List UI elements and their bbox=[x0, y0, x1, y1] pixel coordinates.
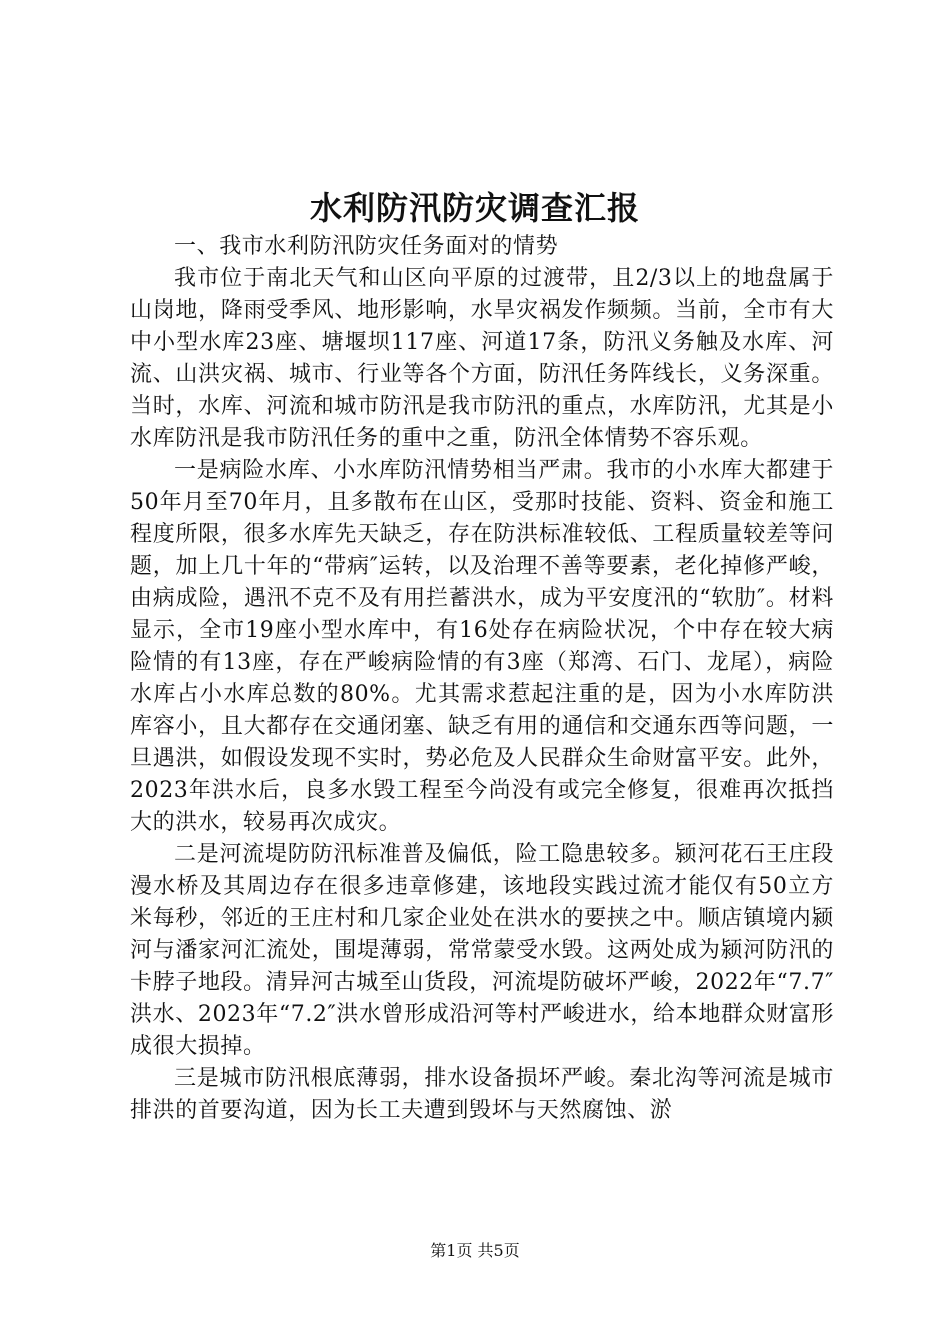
body-paragraph: 二是河流堤防防汛标准普及偏低，险工隐患较多。颍河花石王庄段漫水桥及其周边存在很多违章修建，该地段实践过流才能仅有50立方米每秒，邻近的王庄村和几家企业处在洪水的要挟之中。顺店镇境内颍河与潘家河汇流处，围堤薄弱，常常蒙受水毁。这两处成为颍河防汛的卡脖子地段。清异河古城至山货段，河流堤防破坏严峻，2022年“7.7″洪水、2023年“7.2″洪水曾形成沿河等村严峻进水，给本地群众财富形成很大损掉。 bbox=[130, 842, 834, 1059]
body-paragraph: 一是病险水库、小水库防汛情势相当严肃。我市的小水库大都建于50年月至70年月，且多散布在山区，受那时技能、资料、资金和施工程度所限，很多水库先天缺乏，存在防洪标准较低、工程质量较差等问题，加上几十年的“带病″运转，以及治理不善等要素，老化掉修严峻，由病成险，遇汛不克不及有用拦蓄洪水，成为平安度汛的“软肋″。材料显示，全市19座小型水库中，有16处存在病险状况，个中存在较大病险情的有13座，存在严峻病险情的有3座（郑湾、石门、龙尾），病险水库占小水库总数的80%。尤其需求惹起注重的是，因为小水库防洪库容小，且大都存在交通闭塞、缺乏有用的通信和交通东西等问题，一旦遇洪，如假设发现不实时，势必危及人民群众生命财富平安。此外，2023年洪水后，良多水毁工程至今尚没有或完全修复，很难再次抵挡大的洪水，较易再次成灾。 bbox=[130, 458, 834, 835]
document-title: 水利防汛防灾调查汇报 bbox=[309, 189, 640, 227]
page-footer: 第1页 共5页 bbox=[430, 1241, 520, 1260]
section-heading: 一、我市水利防汛防灾任务面对的情势 bbox=[174, 234, 559, 259]
body-paragraph: 我市位于南北天气和山区向平原的过渡带，且2/3以上的地盘属于山岗地，降雨受季风、地形影响，水旱灾祸发作频频。当前，全市有大中小型水库23座、塘堰坝117座、河道17条，防汛义务触及水库、河流、山洪灾祸、城市、行业等各个方面，防汛任务阵线长，义务深重。当时，水库、河流和城市防汛是我市防汛的重点，水库防汛，尤其是小水库防汛是我市防汛任务的重中之重，防汛全体情势不容乐观。 bbox=[130, 266, 834, 451]
body-paragraph: 三是城市防汛根底薄弱，排水设备损坏严峻。秦北沟等河流是城市排洪的首要沟道，因为长工夫遭到毁坏与天然腐蚀、淤 bbox=[130, 1066, 834, 1123]
document-body bbox=[130, 231, 834, 1127]
